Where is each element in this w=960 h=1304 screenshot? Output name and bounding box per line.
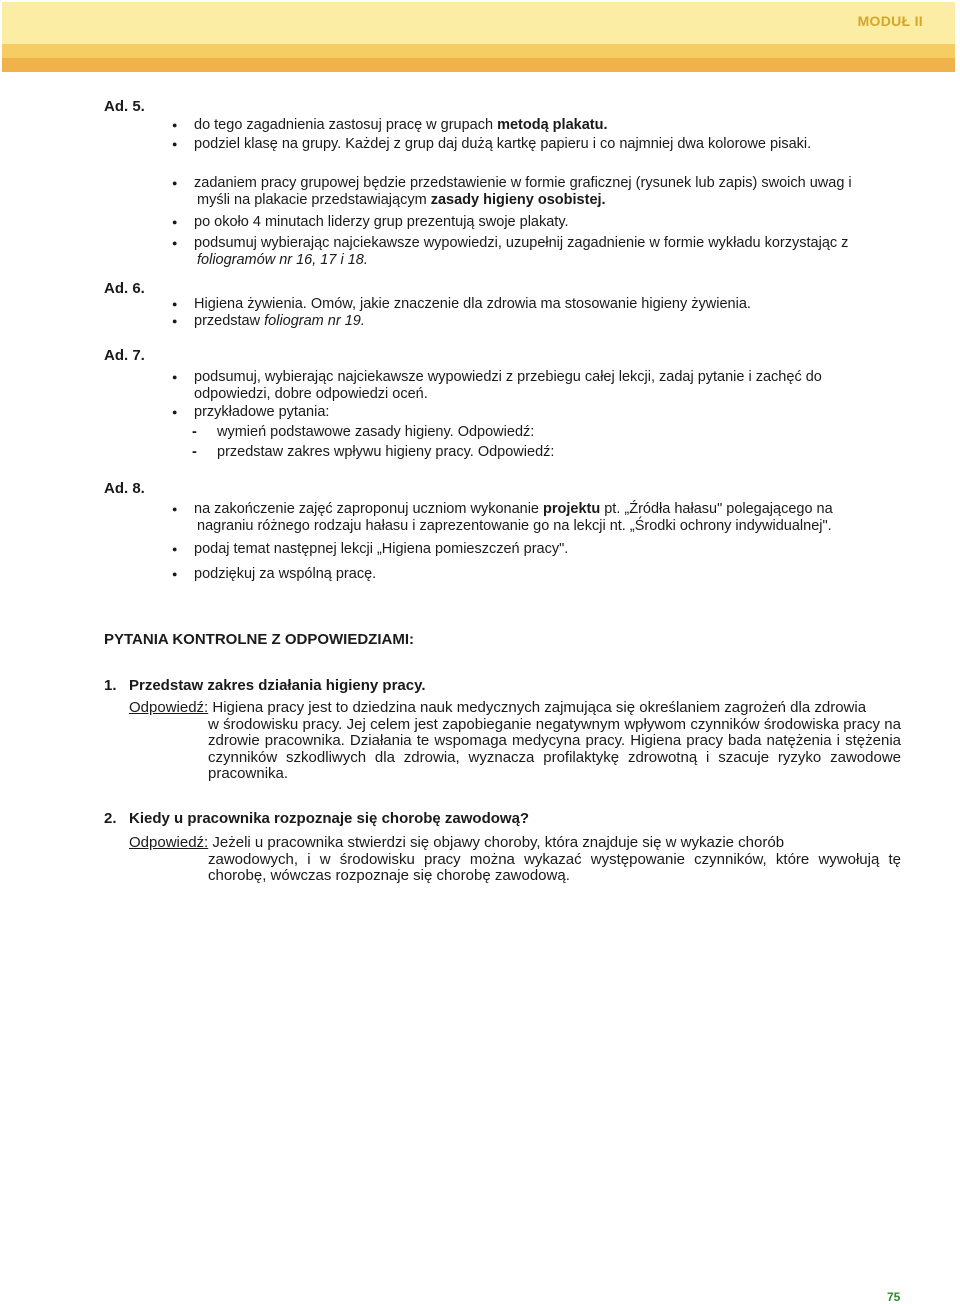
ad-label-6: Ad. 6. bbox=[104, 280, 145, 297]
bullet-item: ● podsumuj, wybierając najciekawsze wypowiedzi z przebiegu całej lekcji, zadaj pytanie i zachęć do odpowiedzi, dobre odpowiedzi oceń. bbox=[172, 369, 822, 403]
bullet-item: ● przedstaw foliogram nr 19. bbox=[172, 313, 365, 330]
question-2: 2. Kiedy u pracownika rozpoznaje się chorobę zawodową? bbox=[104, 810, 530, 827]
ad-label-7: Ad. 7. bbox=[104, 347, 145, 364]
bullet-item: ● na zakończenie zajęć zaproponuj uczniom wykonanie projektu pt. „Źródła hałasu" polegającego na nagraniu różnego rodzaju hałasu i zaprezentowanie go na lekcji nt. „Środki ochrony indywidualnej". bbox=[172, 501, 833, 535]
ad-label-8: Ad. 8. bbox=[104, 480, 145, 497]
header-stripe-light bbox=[2, 44, 955, 58]
bullet-item: ● przykładowe pytania: bbox=[172, 404, 329, 421]
bullet-item: ● Higiena żywienia. Omów, jakie znaczenie dla zdrowia ma stosowanie higieny żywienia. bbox=[172, 296, 751, 313]
bullet-item: ● zadaniem pracy grupowej będzie przedstawienie w formie graficznej (rysunek lub zapis) swoich uwag i myśli na plakacie przedstawiającym zasady higieny osobistej. bbox=[172, 175, 852, 209]
bullet-item: ● po około 4 minutach liderzy grup prezentują swoje plakaty. bbox=[172, 214, 569, 231]
bullet-item: ● podaj temat następnej lekcji „Higiena pomieszczeń pracy". bbox=[172, 541, 568, 558]
ad-label-5: Ad. 5. bbox=[104, 98, 145, 115]
dash-item: - przedstaw zakres wpływu higieny pracy. Odpowiedź: bbox=[192, 444, 554, 461]
module-label: MODUŁ II bbox=[857, 13, 923, 29]
bullet-item: ● podsumuj wybierając najciekawsze wypowiedzi, uzupełnij zagadnienie w formie wykładu korzystając z foliogramów nr 16, 17 i 18. bbox=[172, 235, 848, 269]
bullet-item: ● podziękuj za wspólną pracę. bbox=[172, 566, 376, 583]
bullet-item: ● podziel klasę na grupy. Każdej z grup daj dużą kartkę papieru i co najmniej dwa kolorowe pisaki. bbox=[172, 136, 811, 153]
header-stripe-dark bbox=[2, 58, 955, 72]
bullet-item: ● do tego zagadnienia zastosuj pracę w grupach metodą plakatu. bbox=[172, 117, 607, 134]
header-banner bbox=[2, 2, 955, 44]
question-1: 1. Przedstaw zakres działania higieny pracy. bbox=[104, 677, 426, 694]
answer-1: Odpowiedź: Higiena pracy jest to dziedzina nauk medycznych zajmująca się określaniem zagrożeń dla zdrowia w środowisku pracy. Jej celem jest zapobieganie negatywnym wpływom czynników środowiska pracy na zdrowie pracownika. Działania te wspomaga medycyna pracy. Higiena pracy bada natężenia i stężenia czynników szkodliwych dla zdrowia, wyznacza profilaktykę zdrowotną i szacuje ryzyko zawodowe pracownika. bbox=[129, 699, 901, 782]
dash-item: - wymień podstawowe zasady higieny. Odpowiedź: bbox=[192, 424, 534, 441]
page-number: 75 bbox=[887, 1290, 901, 1304]
answer-2: Odpowiedź: Jeżeli u pracownika stwierdzi się objawy choroby, która znajduje się w wykazie chorób zawodowych, i w środowisku pracy można wykazać występowanie czynników, które wywołują tę chorobę, wówczas rozpoznaje się chorobę zawodową. bbox=[129, 834, 901, 884]
section-heading: PYTANIA KONTROLNE Z ODPOWIEDZIAMI: bbox=[104, 631, 414, 648]
